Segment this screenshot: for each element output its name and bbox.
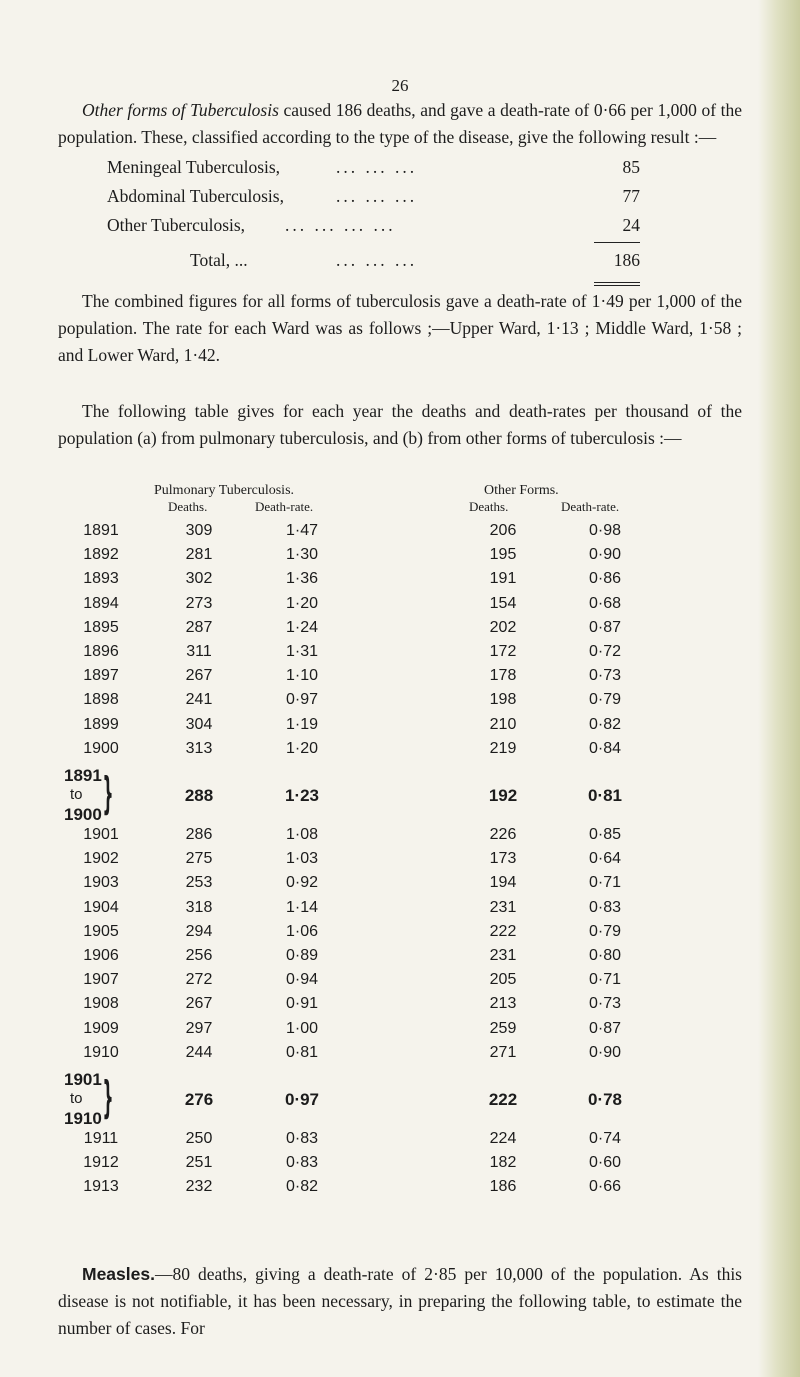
cell-pd: 302 — [185, 570, 213, 588]
cell-pd: 311 — [186, 643, 212, 660]
table-row — [0, 971, 800, 995]
cell-od: 206 — [489, 522, 517, 539]
brace-icon: } — [102, 768, 114, 819]
cell-pd: 286 — [185, 826, 213, 843]
form-dots: ... ... ... ... — [285, 215, 396, 235]
table-row — [0, 691, 800, 715]
cell-or: 0·79 — [588, 691, 622, 709]
cell-year: 1896 — [83, 643, 119, 660]
table-row — [0, 1044, 800, 1068]
cell-pd: 267 — [185, 667, 213, 685]
cell-or: 0·85 — [588, 826, 622, 843]
cell-year: 1891 — [83, 522, 119, 539]
cell-year: 1897 — [83, 667, 119, 685]
brace-icon: } — [102, 1072, 114, 1123]
summary-or: 0·81 — [587, 786, 623, 805]
cell-year: 1900 — [83, 739, 119, 757]
cell-year: 1898 — [83, 691, 119, 709]
cell-year: 1908 — [83, 995, 119, 1013]
cell-pd: 250 — [185, 1130, 213, 1147]
cell-pr: 0·82 — [285, 1178, 319, 1196]
cell-pr: 1·36 — [285, 570, 319, 588]
summary-pr: 1·23 — [284, 786, 320, 805]
summary-period: to — [70, 1090, 83, 1107]
cell-pr: 1·31 — [285, 643, 319, 660]
total-rule — [594, 242, 640, 243]
cell-pd: 267 — [185, 995, 213, 1013]
summary-od: 192 — [488, 786, 518, 805]
cell-pd: 241 — [185, 691, 213, 709]
cell-pd: 253 — [185, 874, 213, 892]
measles-lead: Measles. — [82, 1264, 155, 1284]
table-row — [0, 850, 800, 874]
form-dots: ... ... ... — [336, 157, 418, 177]
cell-pr: 1·20 — [285, 739, 319, 757]
cell-od: 198 — [489, 691, 517, 709]
cell-or: 0·84 — [588, 739, 622, 757]
cell-pr: 1·10 — [285, 667, 319, 685]
cell-pr: 0·97 — [285, 691, 319, 709]
table-row — [0, 874, 800, 898]
cell-pr: 0·91 — [285, 995, 319, 1013]
table-row — [0, 546, 800, 570]
form-value: 85 — [622, 157, 640, 177]
table-row — [0, 570, 800, 594]
table-row — [0, 947, 800, 971]
cell-year: 1899 — [83, 715, 119, 733]
cell-od: 219 — [489, 739, 517, 757]
cell-or: 0·66 — [588, 1178, 622, 1196]
table-row — [0, 826, 800, 850]
summary-period: 1910 — [64, 1109, 102, 1128]
other-forms-header: Other Forms. — [484, 483, 559, 498]
cell-pd: 232 — [185, 1178, 213, 1196]
table-intro-paragraph: The following table gives for each year the deaths and death-rates per thousand of the population (a) from pulmonary tuberculosis, and (b) from other forms of tuberculosis :— — [58, 401, 742, 448]
cell-or: 0·71 — [588, 971, 622, 989]
total-double-rule-2 — [594, 285, 640, 286]
cell-od: 259 — [489, 1019, 517, 1037]
cell-or: 0·86 — [588, 570, 622, 588]
summary-period: 1900 — [64, 805, 102, 824]
pulmonary-rate-header: Death-rate. — [255, 499, 314, 514]
summary-od: 222 — [488, 1090, 518, 1109]
form-value: 77 — [622, 186, 640, 206]
cell-or: 0·71 — [588, 874, 622, 892]
cell-pr: 1·06 — [285, 922, 319, 940]
cell-pd: 297 — [185, 1019, 213, 1037]
summary-pd: 276 — [184, 1090, 214, 1109]
cell-or: 0·80 — [588, 947, 622, 964]
cell-year: 1909 — [83, 1019, 119, 1037]
cell-pr: 1·24 — [285, 618, 319, 636]
pulmonary-deaths-header: Deaths. — [168, 499, 208, 514]
cell-pd: 272 — [185, 971, 213, 989]
measles-text: —80 deaths, giving a death-rate of 2·85 per 10,000 of the population. As this disease is not notifiable, it has been necessary, in preparing the following table, to estimate the number of cases. For — [58, 1264, 742, 1338]
cell-od: 271 — [489, 1043, 517, 1061]
table-row — [0, 667, 800, 691]
cell-or: 0·79 — [588, 922, 622, 940]
cell-or: 0·90 — [588, 1043, 622, 1061]
cell-year: 1905 — [83, 922, 119, 940]
measles-paragraph — [58, 1261, 742, 1342]
total-double-rule-1 — [594, 282, 640, 283]
table-row — [0, 716, 800, 740]
cell-pd: 244 — [185, 1043, 213, 1061]
cell-od: 191 — [489, 570, 517, 588]
cell-year: 1901 — [83, 826, 119, 843]
cell-pr: 0·83 — [285, 1130, 319, 1147]
table-row — [0, 923, 800, 947]
summary-pd: 288 — [184, 786, 214, 805]
other-deaths-header: Deaths. — [469, 499, 509, 514]
table-row — [0, 995, 800, 1019]
cell-od: 172 — [489, 643, 517, 660]
cell-pd: 256 — [185, 947, 213, 964]
cell-pr: 0·92 — [285, 874, 319, 892]
cell-or: 0·83 — [588, 898, 622, 916]
summary-period: 1891 — [64, 766, 102, 785]
cell-pd: 318 — [185, 898, 213, 916]
cell-or: 0·74 — [588, 1130, 622, 1147]
cell-or: 0·98 — [588, 522, 622, 539]
table-row — [0, 1154, 800, 1178]
cell-pd: 251 — [185, 1154, 213, 1172]
intro-lead: Other forms of Tuberculosis — [82, 100, 279, 120]
cell-pd: 287 — [185, 618, 213, 636]
cell-or: 0·73 — [588, 667, 622, 685]
cell-pd: 273 — [185, 594, 213, 612]
cell-year: 1893 — [83, 570, 119, 588]
cell-pr: 1·00 — [285, 1019, 319, 1037]
cell-or: 0·87 — [588, 1019, 622, 1037]
cell-or: 0·82 — [588, 715, 622, 733]
cell-or: 0·64 — [588, 850, 622, 868]
table-row — [0, 619, 800, 643]
intro-text: caused 186 deaths, and gave a death-rate of 0·66 per 1,000 of the population. These, classified according to the type of the disease, give the following result :— — [58, 100, 742, 147]
cell-pr: 1·03 — [285, 850, 319, 868]
cell-pd: 313 — [185, 739, 213, 757]
cell-od: 222 — [489, 922, 517, 940]
cell-or: 0·68 — [588, 594, 622, 612]
cell-od: 202 — [489, 618, 517, 636]
page-number: 26 — [391, 76, 409, 95]
pulmonary-header: Pulmonary Tuberculosis. — [154, 483, 295, 498]
cell-year: 1911 — [83, 1130, 119, 1147]
form-value: 24 — [622, 215, 640, 235]
table-row — [0, 1178, 800, 1202]
cell-or: 0·72 — [588, 643, 622, 660]
summary-period: 1901 — [64, 1070, 102, 1089]
cell-year: 1906 — [83, 947, 119, 964]
cell-year: 1894 — [83, 594, 119, 612]
cell-year: 1910 — [83, 1043, 119, 1061]
cell-or: 0·90 — [588, 546, 622, 564]
table-row — [0, 595, 800, 619]
cell-pr: 0·81 — [285, 1043, 319, 1061]
form-dots: ... ... ... — [336, 186, 418, 206]
cell-od: 194 — [489, 874, 517, 892]
cell-pr: 1·30 — [285, 546, 319, 564]
form-label: Other Tuberculosis, — [107, 215, 246, 235]
form-label: Meningeal Tuberculosis, — [107, 157, 281, 177]
total-value: 186 — [613, 250, 640, 270]
summary-period: to — [70, 786, 83, 803]
cell-pr: 1·14 — [285, 898, 319, 916]
cell-pd: 294 — [185, 922, 213, 940]
cell-year: 1913 — [83, 1178, 119, 1196]
cell-od: 154 — [489, 594, 517, 612]
cell-pr: 1·19 — [285, 715, 319, 733]
cell-year: 1907 — [83, 971, 119, 989]
cell-pr: 0·83 — [285, 1154, 319, 1172]
table-row — [0, 522, 800, 546]
cell-year: 1892 — [83, 546, 119, 564]
table-row — [0, 1130, 800, 1154]
summary-row — [0, 764, 800, 826]
total-dots: ... ... ... — [336, 250, 418, 270]
cell-pr: 0·94 — [285, 971, 319, 989]
combined-paragraph: The combined figures for all forms of tuberculosis gave a death-rate of 1·49 per 1,000 of the population. The rate for each Ward was as follows ;—Upper Ward, 1·13 ; Middle Ward, 1·58 ; and Lower Ward, 1·42. — [58, 291, 742, 365]
cell-od: 226 — [489, 826, 517, 843]
cell-pd: 281 — [185, 546, 213, 564]
cell-od: 213 — [489, 995, 517, 1013]
cell-pr: 0·89 — [285, 947, 319, 964]
table-row — [0, 740, 800, 764]
cell-pd: 304 — [185, 715, 213, 733]
cell-pr: 1·20 — [285, 594, 319, 612]
total-label: Total, ... — [190, 250, 248, 270]
cell-od: 231 — [489, 898, 517, 916]
intro-paragraph — [58, 97, 742, 151]
other-rate-header: Death-rate. — [561, 499, 620, 514]
summary-row — [0, 1068, 800, 1130]
cell-year: 1904 — [83, 898, 119, 916]
cell-year: 1912 — [83, 1154, 119, 1172]
summary-pr: 0·97 — [284, 1090, 320, 1109]
cell-pd: 309 — [185, 522, 213, 539]
cell-od: 205 — [489, 971, 517, 989]
cell-or: 0·87 — [588, 618, 622, 636]
cell-od: 178 — [489, 667, 517, 685]
cell-or: 0·73 — [588, 995, 622, 1013]
cell-year: 1895 — [83, 618, 119, 636]
cell-od: 173 — [489, 850, 517, 868]
table-row — [0, 899, 800, 923]
cell-od: 182 — [489, 1154, 517, 1172]
summary-or: 0·78 — [587, 1090, 623, 1109]
cell-od: 195 — [489, 546, 517, 564]
cell-year: 1903 — [83, 874, 119, 892]
cell-year: 1902 — [83, 850, 119, 868]
table-row — [0, 643, 800, 667]
cell-pd: 275 — [185, 850, 213, 868]
cell-pr: 1·47 — [285, 522, 319, 539]
cell-od: 186 — [489, 1178, 517, 1196]
cell-od: 210 — [489, 715, 517, 733]
cell-pr: 1·08 — [285, 826, 319, 843]
cell-od: 224 — [489, 1130, 517, 1147]
form-label: Abdominal Tuberculosis, — [107, 186, 284, 206]
table-row — [0, 1020, 800, 1044]
cell-od: 231 — [489, 947, 517, 964]
cell-or: 0·60 — [588, 1154, 622, 1172]
